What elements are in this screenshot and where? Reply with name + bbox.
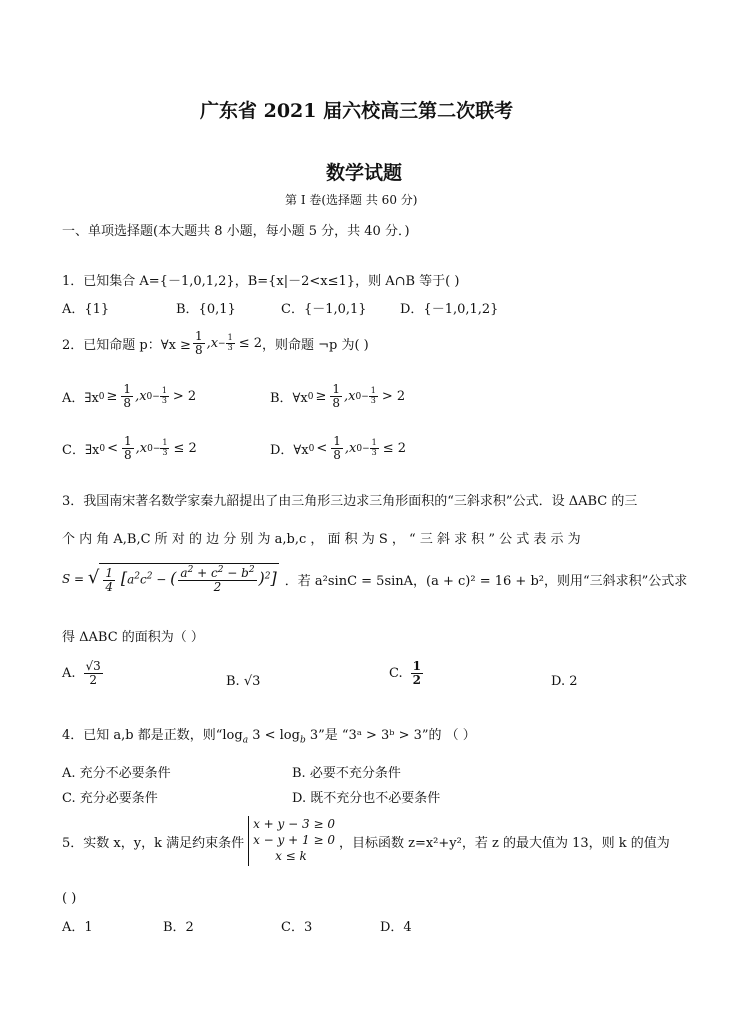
q3-a-den: 2 [89,673,97,688]
q5-option-c: C．3 [281,920,313,935]
q4-option-c: C. 充分必要条件 [62,791,158,806]
q4-stem-prefix: 4．已知 a,b 都是正数，则“log [62,728,243,743]
q3-c-num: 1 [412,659,421,673]
q2-d-prefix: D．∀x [270,443,309,459]
q2-frac-den: 8 [194,343,203,358]
page-title: 广东省 2021 届六校高三第二次联考 [200,100,514,122]
q5-paren: ( ) [62,891,77,906]
q4-stem-mid: 3 < log [252,728,300,743]
q1-option-d: D．{－1,0,1,2} [400,302,499,317]
q5-prefix: 5．实数 x，y，k 满足约束条件 [62,835,245,851]
q1-option-c: C．{－1,0,1} [281,302,367,317]
q3-option-d: D. 2 [551,674,578,689]
q2-a-prefix: A．∃x [62,391,99,407]
subject-title: 数学试题 [326,162,403,184]
q2-d-rel: < [316,441,328,457]
q4-option-d: D. 既不充分也不必要条件 [292,791,441,806]
q2-b-tail: > 2 [381,389,406,405]
q3-option-b: B. √3 [226,674,261,689]
q2-c-prefix: C．∃x [62,443,100,459]
q5-suffix: ，目标函数 z=x²+y²，若 z 的最大值为 13，则 k 的值为 [338,835,670,851]
q3-c-den: 2 [412,673,421,688]
q5-constraint-3: x ≤ k [275,849,307,863]
heron-formula: S = √ $\frac{1}{4}$ [$a^2c^2$ − ( $\frac{a^2 + c^2 - b^2}{2}$ )$^2$] [62,563,279,596]
q3-a-num: √3 [85,659,101,673]
q1-option-b: B．{0,1} [176,302,236,317]
q2-b-rel: ≥ [315,389,327,405]
q5-constraint-1: x + y − 3 ≥ 0 [253,817,335,831]
q1-option-a: A．{1} [62,302,110,317]
q2-c-tail: ≤ 2 [173,441,197,457]
q5-constraint-system [248,816,335,866]
q2-stem-suffix: ，则命题 ¬p 为( ) [261,338,369,354]
question-3-line-4: 得 ΔABC 的面积为（ ） [62,630,204,645]
question-2-stem: 2．已知命题 p：∀x ≥ $\frac{1}{8}$ ,x − $\frac{1}{3}$ ≤ 2 ，则命题 ¬p 为( ) [62,329,369,358]
q5-option-d: D．4 [380,920,412,935]
q5-option-b: B．2 [163,920,194,935]
q5-option-a: A．1 [62,920,93,935]
q2-option-b: B．∀x 0 ≥ $\frac{1}{8}$ ,x 0 − $\frac{1}{3}$ > 2 [270,382,406,411]
question-4-stem: 4．已知 a,b 都是正数，则“$\log_a$ $3 < \log_b 3$”是 “3ᵃ > 3ᵇ > 3”的 （ ） [62,728,476,746]
q3-option-c [389,660,425,687]
q2-option-c: C．∃x 0 < $\frac{1}{8}$ ,x 0 − $\frac{1}{3}$ ≤ 2 [62,434,197,463]
q2-d-tail: ≤ 2 [382,441,407,457]
q5-constraint-2: x − y + 1 ≥ 0 [253,833,335,847]
q2-a-tail: > 2 [172,389,197,405]
q2-option-a: A．∃x 0 ≥ $\frac{1}{8}$ ,x 0 − $\frac{1}{3}$ > 2 [62,382,197,411]
question-3-line-1: 3．我国南宋著名数学家秦九韶提出了由三角形三边求三角形面积的“三斜求积”公式．设 ΔABC 的三 [62,494,638,509]
question-1-stem: 1．已知集合 A={－1,0,1,2}，B={x|－2<x≤1}，则 A∩B 等于( ) [62,274,460,289]
q4-stem-end: 3”是 “3ᵃ > 3ᵇ > 3”的 （ ） [309,728,476,743]
q2-stem-prefix: 2．已知命题 p：∀x ≥ [62,338,191,354]
q4-option-a: A. 充分不必要条件 [62,766,171,781]
question-3-formula-line [62,563,687,596]
question-3-formula-tail: ．若 a²sinC = 5sinA，(a + c)² = 16 + b²，则用“三斜求积”公式求 [284,574,688,590]
part-heading: 一、单项选择题(本大题共 8 小题，每小题 5 分，共 40 分．) [62,224,410,239]
q2-frac-num: 1 [194,329,203,343]
question-3-line-2: 个 内 角 A,B,C 所 对 的 边 分 别 为 a,b,c ， 面 积 为 S ， “ 三 斜 求 积 ” 公 式 表 示 为 [62,532,581,547]
q3-c-label: C. [389,666,403,682]
q2-option-d: D．∀x 0 < $\frac{1}{8}$ ,x 0 − $\frac{1}{3}$ ≤ 2 [270,434,407,463]
q2-b-prefix: B．∀x [270,391,308,407]
question-5-stem [62,816,670,866]
q4-option-b: B. 必要不充分条件 [292,766,401,781]
q2-a-rel: ≥ [106,389,118,405]
q3-option-a [62,660,105,687]
q2-fraction [193,330,205,357]
q2-exponent: $\frac{1}{3}$ [227,333,233,353]
section-label: 第 I 卷(选择题 共 60 分) [285,193,418,207]
q2-c-rel: < [107,441,118,457]
q3-a-label: A. [62,666,76,682]
